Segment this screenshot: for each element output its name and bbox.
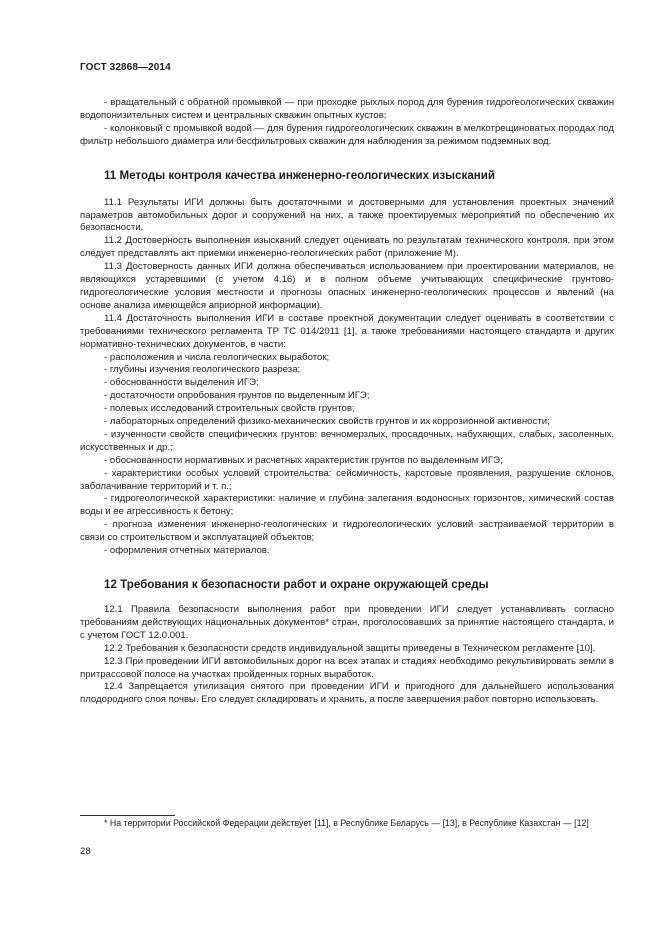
list-item: - глубины изучения геологического разреза; xyxy=(104,364,301,376)
clause-12-1: 12.1 Правила безопасности выполнения работ при проведении ИГИ следует устанавливать согласно требованиям действующих национальных документов* стран, проголосовавших за принятие настоящего стандарта, и с учетом ГОСТ 12.0.001. xyxy=(80,604,614,641)
list-item: - гидрогеологической характеристики: наличие и глубина залегания водоносных горизонтов, химический состав воды и ее агрессивность к бетону; xyxy=(80,493,614,518)
list-item: - достаточности опробования грунтов по выделенным ИГЭ; xyxy=(104,390,370,402)
document-code-header: ГОСТ 32868—2014 xyxy=(80,62,171,73)
document-body xyxy=(80,97,614,707)
list-item: - лабораторных определений физико-механических свойств грунтов и их коррозионной активности; xyxy=(104,416,550,428)
intro-list-item: - вращательный с обратной промывкой — при проходке рыхлых пород для бурения гидрогеологических скважин водопонизительных систем и центральных скважин опытных кустов; xyxy=(80,97,614,121)
list-item: - оформления отчетных материалов. xyxy=(104,545,270,557)
page-number: 28 xyxy=(80,846,91,857)
section-11-title: 11 Методы контроля качества инженерно-геологических изысканий xyxy=(104,168,496,182)
intro-list-item: - колонковый с промывкой водой — для бурения гидрогеологических скважин в мелкотрещиноватых породах под фильтр небольшого диаметра или бесфильтровых скважин для наблюдения за режимом подземных вод. xyxy=(80,122,614,147)
list-item: - расположения и числа геологических выработок; xyxy=(104,351,330,363)
clause-12-4: 12.4 Запрещается утилизация снятого при проведении ИГИ и пригодного для дальнейшего использования плодородного слоя почвы. Его следует складировать и хранить, а после завершения работ повторно использовать. xyxy=(80,681,614,706)
footnote: * На территории Российской Федерации действует [11], в Республике Беларусь — [13], в Республике Казахстан — [12] xyxy=(104,818,589,828)
clause-12-2: 12.2 Требования к безопасности средств индивидуальной защиты приведены в Техническом регламенте [10]. xyxy=(104,642,596,654)
clause-11-4: 11.4 Достаточность выполнения ИГИ в составе проектной документации следует оценивать в соответствии с требованиями технического регламента ТР ТС 014/2011 [1], а также требованиями настоящего стандарта и других нормативно-технических документов, в части: xyxy=(80,312,614,350)
section-12-title: 12 Требования к безопасности работ и охране окружающей среды xyxy=(104,578,489,591)
list-item: - характеристики особых условий строительства: сейсмичность, карстовые проявления, разрушение склонов, заболачивание территорий и т. п.; xyxy=(80,467,614,492)
clause-11-2: 11.2 Достоверность выполнения изысканий следует оценивать по результатам технического контроля, при этом следует представлять акт приемки инженерно-геологических работ (приложение М). xyxy=(80,235,614,260)
footnote-divider xyxy=(80,815,175,816)
clause-11-3: 11.3 Достоверность данных ИГИ должна обеспечиваться использованием при проектировании материалов, не являющихся устаревшими (с учетом 4.16) и в полном объеме учитывающих специфические грунтово-гидрогеологические условия местности и прогнозы опасных инженерно-геологических процессов и явлений (на основе анализа имеющейся априорной информации). xyxy=(80,261,614,311)
list-item: - обоснованности нормативных и расчетных характеристик грунтов по выделенным ИГЭ; xyxy=(104,454,503,466)
list-item: - полевых исследований строительных свойств грунтов; xyxy=(104,403,355,415)
list-item: - обоснованности выделения ИГЭ; xyxy=(104,377,259,389)
clause-12-3: 12.3 При проведении ИГИ автомобильных дорог на всех этапах и стадиях необходимо рекультивировать земли в притрассовой полосе на участках пройденных горных выработок. xyxy=(80,655,614,680)
clause-11-1: 11.1 Результаты ИГИ должны быть достаточными и достоверными для установления проектных значений параметров автомобильных дорог и сооружений на них, а также проектируемых мероприятий по обеспечению их безопасности. xyxy=(80,196,614,234)
list-item: - прогноза изменения инженерно-геологических и гидрогеологических условий застраиваемой территории в связи со строительством и эксплуатацией объектов; xyxy=(80,519,614,544)
list-item: - изученности свойств специфических грунтов: вечномерзлых, просадочных, набухающих, слабых, засоленных, искусственных и др.; xyxy=(80,428,614,453)
